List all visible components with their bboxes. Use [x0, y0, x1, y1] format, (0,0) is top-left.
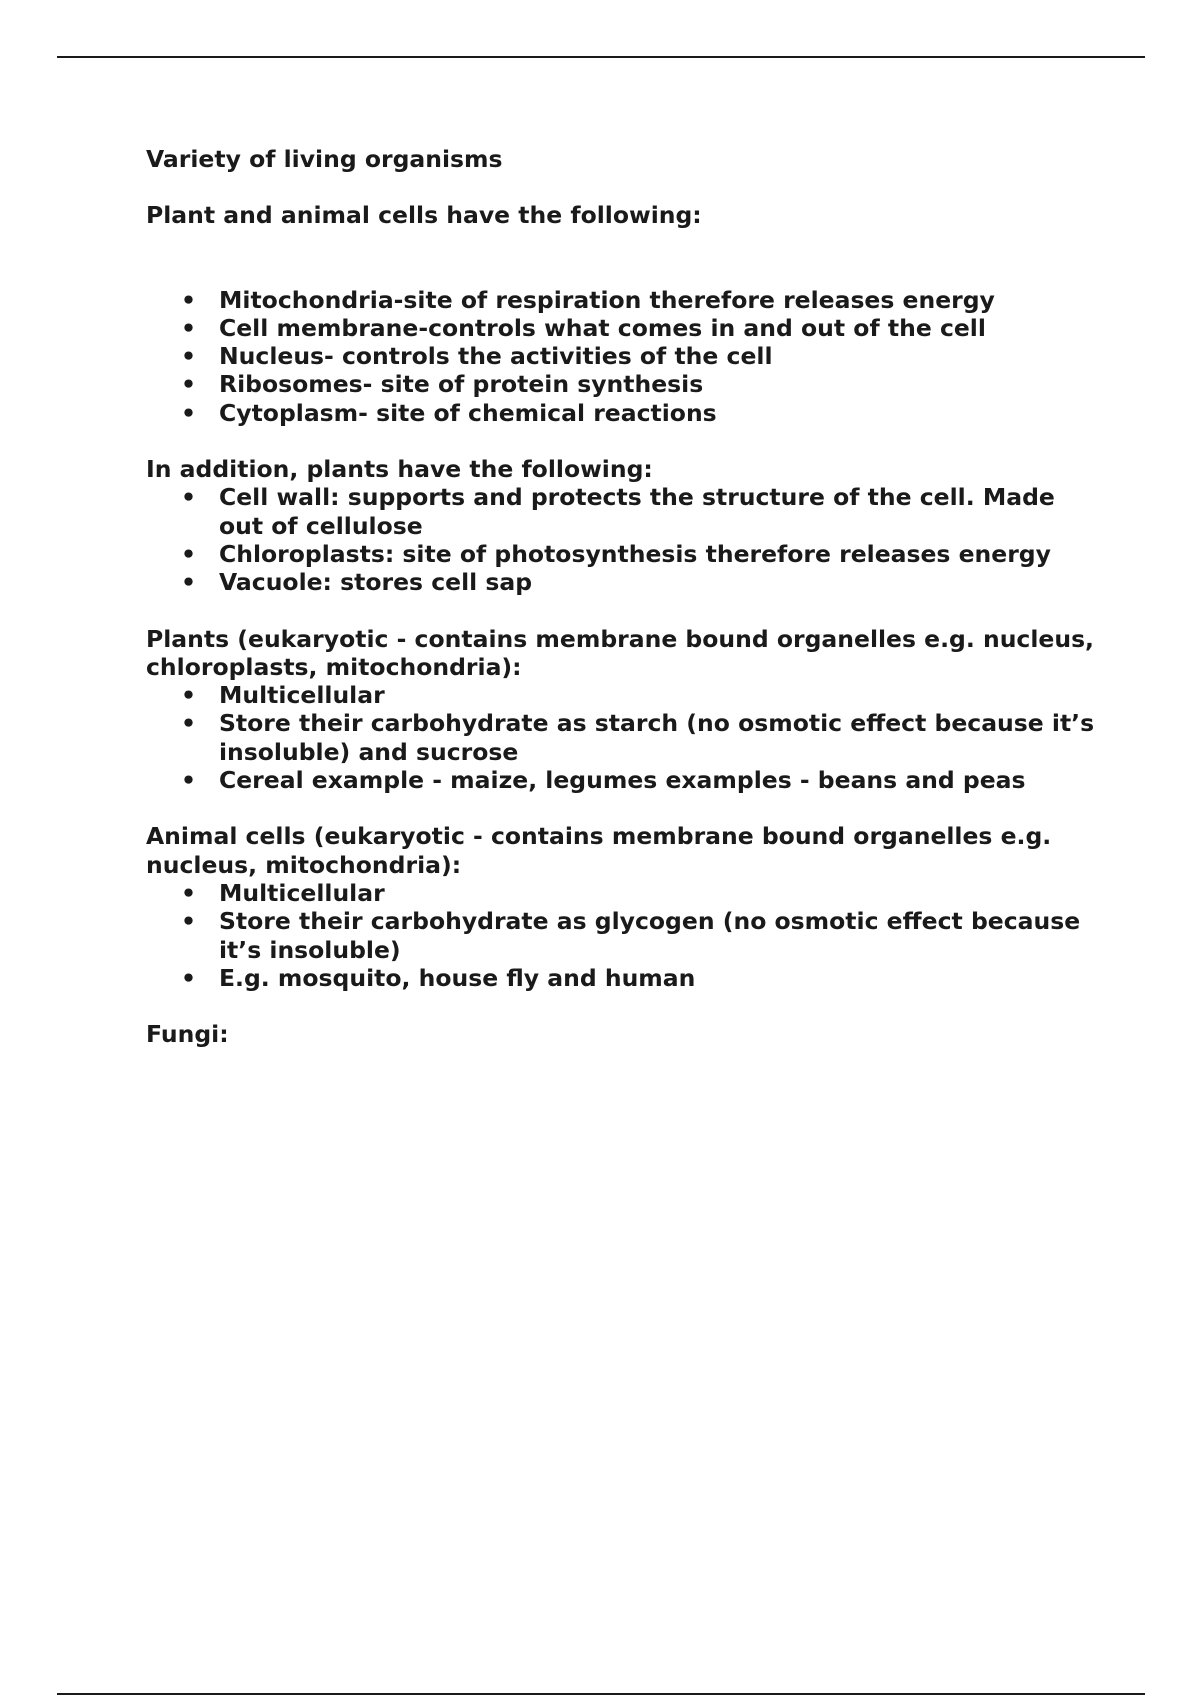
bullet-icon: • — [181, 766, 197, 795]
bullet-icon: • — [181, 878, 197, 907]
section-heading-animal-cells: Animal cells (eukaryotic - contains membrane bound organelles e.g. nucleus, mitochondria): — [146, 822, 1052, 879]
bullet-icon: • — [181, 398, 197, 427]
list-item: • E.g. mosquito, house fly and human — [181, 963, 696, 992]
bullet-icon: • — [181, 370, 197, 399]
list-item: • Vacuole: stores cell sap — [181, 568, 533, 597]
bullet-icon: • — [181, 568, 197, 597]
bullet-icon: • — [181, 963, 197, 992]
list-item: • Cell membrane-controls what comes in and out of the cell — [181, 313, 986, 342]
list-item: • Cell wall: supports and protects the structure of the cell. Made out of cellulose — [181, 483, 1055, 540]
bullet-icon: • — [181, 285, 197, 314]
bullet-icon: • — [181, 907, 197, 936]
list-item: • Store their carbohydrate as starch (no osmotic effect because it’s insoluble) and sucrose — [181, 709, 1095, 766]
footer-rule — [57, 1693, 1145, 1695]
list-item: • Cytoplasm- site of chemical reactions — [181, 398, 717, 427]
document-body — [146, 145, 1096, 1048]
list-item: • Multicellular — [181, 681, 385, 710]
bullet-icon: • — [181, 539, 197, 568]
section-heading-fungi: Fungi: — [146, 1020, 229, 1049]
list-item: • Cereal example - maize, legumes examples - beans and peas — [181, 766, 1026, 795]
list-item: • Mitochondria-site of respiration therefore releases energy — [181, 285, 995, 314]
list-item: • Chloroplasts: site of photosynthesis therefore releases energy — [181, 539, 1051, 568]
plants-list — [146, 681, 1096, 794]
bullet-icon: • — [181, 313, 197, 342]
list-item: • Multicellular — [181, 878, 385, 907]
page-title: Variety of living organisms — [146, 145, 503, 173]
list-item: • Store their carbohydrate as glycogen (no osmotic effect because it’s insoluble) — [181, 907, 1081, 964]
bullet-icon: • — [181, 342, 197, 371]
shared-organelles-list — [146, 286, 1096, 427]
section-heading-plant-extras: In addition, plants have the following: — [146, 455, 653, 484]
animal-cells-list — [146, 879, 1096, 992]
list-item: • Nucleus- controls the activities of the cell — [181, 342, 773, 371]
bullet-icon: • — [181, 709, 197, 738]
header-rule — [57, 56, 1145, 58]
list-item: • Ribosomes- site of protein synthesis — [181, 370, 704, 399]
bullet-icon: • — [181, 483, 197, 512]
section-heading-shared-organelles: Plant and animal cells have the following: — [146, 201, 702, 230]
plant-extras-list — [146, 483, 1096, 596]
section-heading-plants: Plants (eukaryotic - contains membrane bound organelles e.g. nucleus, chloroplasts, mitochondria): — [146, 624, 1094, 681]
bullet-icon: • — [181, 681, 197, 710]
